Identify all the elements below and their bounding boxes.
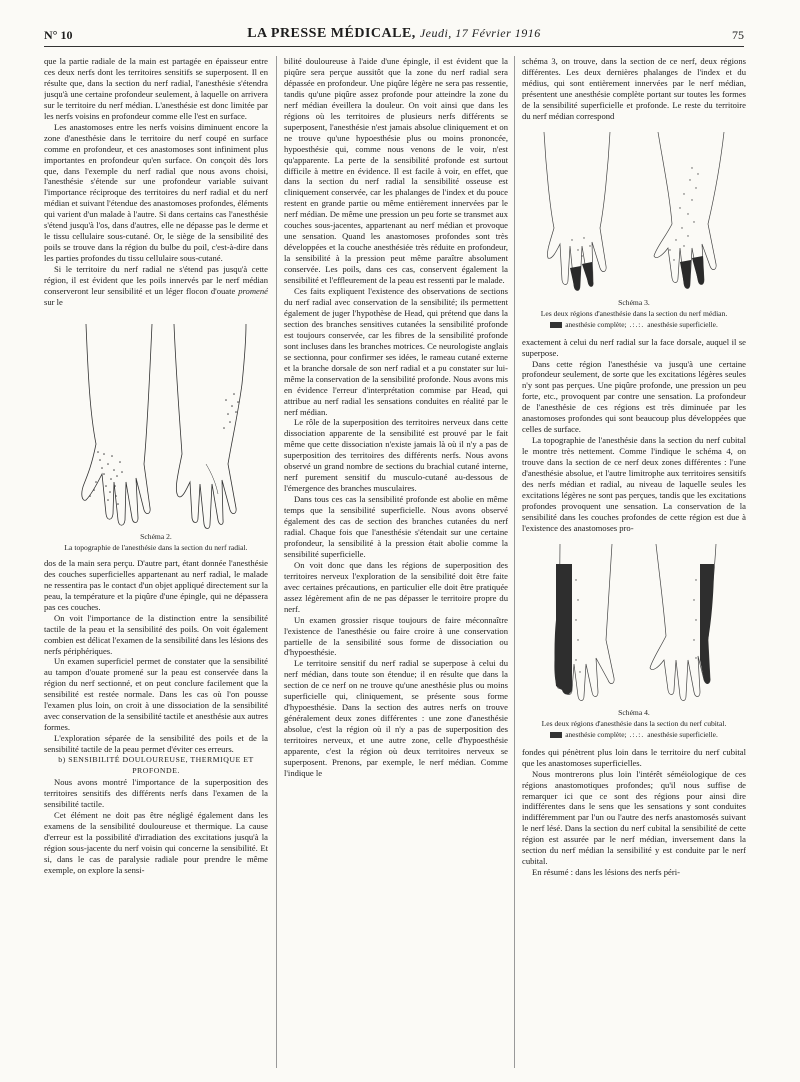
paragraph: Cet élément ne doit pas être négligé également dans les examens de la sensibilité douloureuse et thermique. La cause d'erreur est la possibilité d'irradiation des excitations jusqu'à la région sous-jacente du nerf voisin qui concerne la sensibilité. Et si, dans le cas de paralysie radiale pour prendre le même exemple, on explore la sensi- — [44, 809, 268, 875]
figure-title: Schéma 4. — [618, 707, 650, 717]
paragraph: En résumé : dans les lésions des nerfs péri- — [532, 867, 680, 878]
column-1 — [44, 56, 268, 1068]
paragraph: Un examen superficiel permet de constater que la sensibilité au tampon d'ouate promené sur la peau est conservée dans la région du nerf sectionné, et on peut conclure facilement que la sensibilité est restée normale. Dans les cas où l'on pousse l'examen plus loin, on croit à une dissociation de la sensibilité avec conservation de la sensibilité tactile et anesthésie aux autres formes. — [44, 656, 268, 733]
paragraph-text: Si le territoire du nerf radial ne s'étend pas jusqu'à cette région, il est évident que les poils innervés par le nerf médian conserveront leur sensibilité et un léger flocon d'ouate — [44, 264, 268, 297]
header-rule — [44, 46, 744, 47]
legend-label: anesthésie complète; — [565, 729, 627, 739]
issue-number: N° 10 — [44, 28, 73, 42]
section-letter: b) — [58, 755, 66, 765]
paragraph: Le rôle de la superposition des territoires nerveux dans cette dissociation apparente de la sensibilité est prouvé par le fait même que cette dissociation n'existe jamais là où il n'y a pas de superposition des territoires des différents nerfs. Nous avons observé un grand nombre de sections du brachial cutané interne, nerf purement sensitif du musculo-cutané au-dessous de l'émergence des branches musculaires. — [284, 417, 508, 494]
column-divider — [514, 56, 515, 1068]
paragraph: schéma 3, on trouve, dans la section de ce nerf, deux régions différentes. Les deux dernières phalanges de l'index et du médius, qui sont entièrement innervées par le nerf médian, présentent une anesthésie complète portant sur toutes les formes de la sensibilité superficielle et profonde. Le reste du territoire du nerf médian correspond — [522, 56, 746, 121]
figure-schema-3 — [522, 128, 746, 331]
paragraph: Un examen grossier risque toujours de faire méconnaître l'existence de l'anesthésie ou faire croire à une conservation partielle de la sensibilité sous forme de dissociation ou d'hypoesthésie. — [284, 614, 508, 658]
legend-label: anesthésie complète; — [565, 319, 627, 329]
legend-swatch-dark — [550, 322, 562, 328]
figure-caption: Les deux régions d'anesthésie dans la section du nerf médian. — [540, 308, 728, 318]
legend-swatch-dots: .:.:. — [629, 319, 645, 329]
paragraph: On voit donc que dans les régions de superposition des territoires nerveux l'exploration de la sensibilité doit être faite avec certaines précautions, en particulier elle doit être pratiquée assez légèrement afin de ne pas dépasser le territoire propre du nerf. — [284, 559, 508, 614]
paragraph — [44, 264, 268, 308]
hands-cubital-illustration — [524, 540, 744, 708]
figure-caption: La topographie de l'anesthésie dans la section du nerf radial. — [64, 542, 248, 552]
figure-legend — [522, 320, 746, 331]
legend-label: anesthésie superficielle. — [647, 729, 718, 739]
journal-name: LA PRESSE MÉDICALE, — [247, 26, 416, 41]
figure-title: Schéma 3. — [618, 297, 650, 307]
figure-caption: Les deux régions d'anesthésie dans la section du nerf cubital. — [541, 718, 727, 728]
paragraph: Les anastomoses entre les nerfs voisins diminuent encore la zone d'anesthésie dans le territoire du nerf coupé en surface comme en profondeur, et ces anastomoses sont infiniment plus importantes en profondeur qu'en surface. On conçoit dès lors que, dans l'exemple du nerf radial que nous avons choisi, l'anesthésie s'étende sur une profondeur variable suivant l'importance réciproque des territoires du nerf radial et du nerf médian et suivant l'étendue des anastomoses profondes, éléments qui varient d'un malade à l'autre. Si dans certains cas l'anesthésie s'étend jusqu'à l'os, dans d'autres, elle ne dépasse pas le derme et le tissu cellulaire sous-cutané. Or, le siège de la sensibilité des poils se trouve dans la région du bulbe du poil, c'est-à-dire dans les parties profondes du tissu cellulaire sous-cutané. — [44, 121, 268, 264]
column-divider — [276, 56, 277, 1068]
column-3 — [522, 56, 746, 1068]
paragraph: fondes qui pénètrent plus loin dans le territoire du nerf cubital que les anastomoses superficielles. — [522, 746, 746, 768]
figure-legend — [522, 730, 746, 741]
section-heading — [44, 755, 268, 777]
issue-date: Jeudi, 17 Février 1916 — [419, 26, 541, 40]
paragraph: que la partie radiale de la main est partagée en épaisseur entre ces deux nerfs dont les territoires sensitifs se superposent. Il en résulte que, dans la section du nerf radial, l'anesthésie s'étendra jusqu'à une certaine profondeur seulement, à laquelle on arrivera sur le territoire du nerf médian. L'anesthésie est donc limitée par les nerfs voisins en profondeur comme elle l'est en surface. — [44, 56, 268, 121]
paragraph: bilité douloureuse à l'aide d'une épingle, il est évident que la piqûre sera perçue aussitôt que la zone du nerf radial sera dépassée en profondeur. Une piqûre légère ne sera pas ressentie, tandis qu'une piqûre assez profonde pour atteindre la zone du nerf médian éveillera la douleur. On voit ainsi que dans les régions où les territoires de plusieurs nerfs différents se superposent, l'anesthésie n'est jamais absolue cliniquement et on ne trouve qu'une hypoesthésie plus ou moins prononcée, hypoesthésie qui, comme nous venons de le voir, n'est qu'apparente. La perte de la sensibilité profonde est surtout difficile à mettre en évidence. Il est facile à voir, en effet, que dans la section du nerf radial la sensibilité osseuse est cliniquement conservée, car les phalanges de l'index et du pouce restent en grande partie ou même entièrement innervées par le nerf médian. De même une pression un peu forte se transmet aux couches sous-jacentes, appartenant au nerf médian et provoque une sensation. Quand les anastomoses profondes sont très développées et la couche anesthésiée très réduite en profondeur, la sensibilité à la pression peut même paraître absolument conservée. Les poils, dans ces cas, conservent également la sensibilité et l'effleurement de la peau est ressenti par le malade. — [284, 56, 508, 286]
figure-title: Schéma 2. — [140, 531, 172, 541]
column-2 — [284, 56, 508, 1068]
paragraph: On voit l'importance de la distinction entre la sensibilité tactile de la peau et la sensibilité des poils. On voit également combien est délicat l'examen de la sensibilité dans les lésions des nerfs périphériques. — [44, 612, 268, 656]
paragraph: dos de la main sera perçu. D'autre part, étant donnée l'anesthésie des couches superficielles appartenant au nerf radial, le malade ne ressentira pas le contact d'un objet appliqué directement sur la peau, la température et la piqûre d'une épingle, qui ne dépassera pas ces couches. — [44, 557, 268, 612]
emphasis-text: promené — [238, 286, 268, 297]
section-title-text: SENSIBILITÉ DOULOUREUSE, THERMIQUE ET PROFONDE. — [68, 755, 254, 775]
journal-title — [44, 26, 744, 42]
paragraph: Dans cette région l'anesthésie va jusqu'à une certaine profondeur seulement, de sorte que les excitations légères seules n'y sont pas perçues. Une piqûre profonde, une pression un peu forte, etc., provoquent par contre une sensation. La profondeur de l'anesthésie de ces régions est très diminuée par les anastomoses profondes qui sont beaucoup plus développées que celles de surface. — [522, 358, 746, 435]
legend-swatch-dark — [550, 732, 562, 738]
paragraph: Le territoire sensitif du nerf radial se superpose à celui du nerf médian, dans toute son étendue; il en résulte que dans la section de ce nerf on ne trouve qu'une anesthésie plus ou moins superficielle qui, cliniquement, se présente sous forme d'hypoesthésie. Dans la section des autres nerfs on trouve généralement deux zones différentes : une zone d'anesthésie absolue, c'est la région où il n'y a pas de superposition des territoires nerveux, et une autre zone, celle d'hypoesthésie apparente, c'est la région où deux territoires nerveux se superposent. Prenons, par exemple, le nerf médian. Comme l'indique le — [284, 658, 508, 778]
figure-schema-4 — [522, 540, 746, 741]
legend-label: anesthésie superficielle. — [647, 319, 718, 329]
paragraph: Nous avons montré l'importance de la superposition des territoires sensitifs des différents nerfs dans l'examen de la sensibilité tactile. — [44, 776, 268, 809]
paragraph: Ces faits expliquent l'existence des observations de sections du nerf radial avec conservation de la sensibilité; ils permettent également de juger l'hypothèse de Head, qui prétend que dans la section des branches sensitives cutanées la sensibilité profonde est toujours conservée, car les fibres de la sensibilité profonde sont incluses dans les branches motrices. Ce neurologiste anglais se sectionna, pour confirmer ses idées, le rameau cutané externe et la branche dorsale de son nerf radial et a pu constater sur lui-même la conservation de la sensibilité profonde. Nous avons mis en évidence l'erreur d'interprétation commise par Head, qui attribue au nerf radial les sensations conduites en réalité par le nerf médian. — [284, 286, 508, 417]
page-header — [44, 22, 744, 44]
paragraph: Nous montrerons plus loin l'intérêt séméiologique de ces régions anastomotiques profondes; qu'il nous suffise de remarquer ici que ce sont des régions pour ainsi dire indifférentes dans le sens que les sensations y sont conduites indifféremment par l'un ou l'autre des nerfs anastomosés suivant le nerf lésé. Dans la section du nerf cubital la sensibilité de cette région est assurée par le nerf médian, inversement dans la section du nerf médian la sensibilité y est conduite par le nerf cubital. — [522, 768, 746, 867]
hands-median-illustration — [524, 128, 744, 298]
figure-schema-2 — [44, 314, 268, 552]
paragraph: Dans tous ces cas la sensibilité profonde est abolie en même temps que la sensibilité superficielle. Nous avons observé également des cas de section des branches cutanées du nerf radial. Chaque fois que l'anesthésie s'étendait sur une certaine profondeur, la sensibilité à la pression était abolie comme la sensibilité superficielle. — [284, 494, 508, 559]
page-number: 75 — [732, 28, 744, 42]
paragraph: exactement à celui du nerf radial sur la face dorsale, auquel il se superpose. — [522, 336, 746, 358]
legend-swatch-dots: .:.:. — [629, 729, 645, 739]
paragraph: La topographie de l'anesthésie dans la section du nerf cubital le montre très nettement. Comme l'indique le schéma 4, on trouve dans la section de ce nerf deux zones différentes : l'une d'anesthésie absolue, et l'autre limitrophe aux territoires sensitifs des nerfs médian et radial, au niveau de laquelle seules les excitations légères ne sont pas perçues, tandis que les excitations profondes provoquent une sensation. La conservation de la sensibilité dans les couches profondes de cette région est due à l'existence des anastomoses pro- — [522, 435, 746, 533]
paragraph-text: sur le — [44, 296, 63, 307]
paragraph: L'exploration séparée de la sensibilité des poils et de la sensibilité tactile de la peau permet d'éviter ces erreurs. — [44, 733, 268, 755]
hands-illustration — [56, 314, 256, 532]
